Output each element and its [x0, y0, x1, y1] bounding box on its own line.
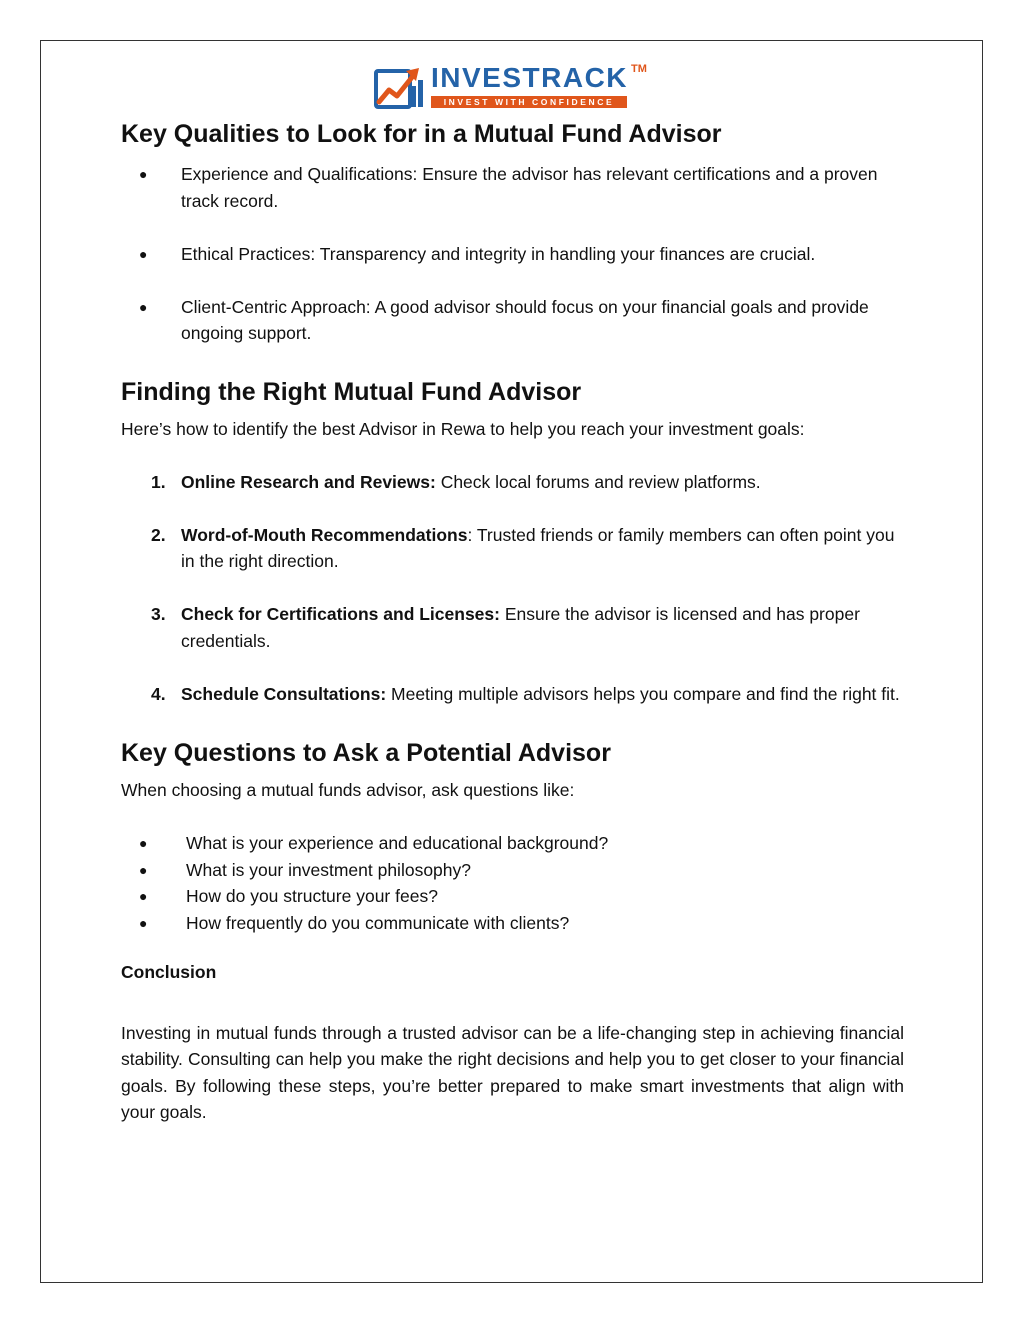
list-item — [121, 241, 904, 268]
chart-arrow-icon — [373, 62, 427, 112]
step-title: Online Research and Reviews: — [181, 471, 436, 492]
list-item — [121, 883, 904, 910]
list-item-text: Client-Centric Approach: A good advisor should focus on your financial goals and provide ongoing support. — [181, 296, 869, 343]
list-item-text: What is your experience and educational background? — [186, 833, 609, 853]
list-item-text: What is your investment philosophy? — [186, 859, 471, 880]
step-title: Check for Certifications and Licenses: — [181, 604, 500, 624]
bullet-icon: ● — [139, 298, 148, 315]
list-item-text: Experience and Qualifications: Ensure the advisor has relevant certifications and a proven track record. — [181, 164, 878, 211]
step-title: Word-of-Mouth Recommendations — [181, 524, 468, 545]
document-content — [121, 117, 904, 1126]
list-item-text: How do you structure your fees? — [186, 886, 438, 906]
step-text: Check local forums and review platforms. — [435, 471, 761, 492]
step-text: : Trusted friends or family members can often point you in the right direction. — [181, 524, 895, 571]
section-heading-questions: Key Questions to Ask a Potential Advisor — [121, 739, 611, 767]
list-item-text: Ethical Practices: Transparency and integrity in handling your finances are crucial. — [181, 243, 816, 264]
list-item — [121, 161, 904, 214]
section-heading-finding: Finding the Right Mutual Fund Advisor — [121, 377, 582, 406]
step-text: Ensure the advisor is licensed and has proper credentials. — [181, 604, 860, 651]
bullet-icon: ● — [139, 861, 148, 878]
conclusion-heading: Conclusion — [121, 962, 217, 982]
questions-intro: When choosing a mutual funds advisor, ask questions like: — [121, 780, 575, 800]
bullet-icon: ● — [139, 835, 148, 851]
conclusion-text: Investing in mutual funds through a trusted advisor can be a life-changing step in achieving financial stability. Consulting can help you make the right decisions and help you to get closer to your financial goals. By following these steps, you’re better prepared to make smart investments that align with your goals. — [121, 1022, 904, 1122]
list-item — [121, 910, 904, 937]
finding-intro: Here’s how to identify the best Advisor in Rewa to help you reach your investment goals: — [121, 418, 805, 439]
bullet-icon: ● — [139, 888, 148, 904]
step-number: 2. — [151, 524, 166, 545]
qualities-list — [121, 161, 904, 347]
list-item — [121, 681, 904, 708]
bullet-icon: ● — [139, 166, 148, 182]
list-item — [121, 601, 904, 654]
step-text: Meeting multiple advisors helps you compare and find the right fit. — [386, 683, 900, 704]
step-title: Schedule Consultations: — [181, 683, 387, 704]
finding-steps-list — [121, 469, 904, 708]
list-item — [121, 469, 904, 496]
list-item — [121, 294, 904, 347]
bullet-icon: ● — [139, 245, 148, 262]
list-item-text: How frequently do you communicate with clients? — [186, 912, 570, 933]
section-heading-qualities: Key Qualities to Look for in a Mutual Fund Advisor — [121, 120, 722, 148]
investrack-logo — [373, 62, 651, 114]
step-number: 4. — [151, 683, 166, 704]
questions-list — [121, 830, 904, 936]
list-item — [121, 830, 904, 857]
step-number: 1. — [151, 471, 166, 492]
logo-tagline: INVEST WITH CONFIDENCE — [431, 96, 627, 108]
list-item — [121, 522, 904, 575]
step-number: 3. — [151, 604, 166, 624]
logo-trademark: TM — [631, 63, 647, 75]
logo-name: INVESTRACK — [431, 62, 629, 93]
bullet-icon: ● — [139, 914, 148, 931]
list-item — [121, 857, 904, 884]
